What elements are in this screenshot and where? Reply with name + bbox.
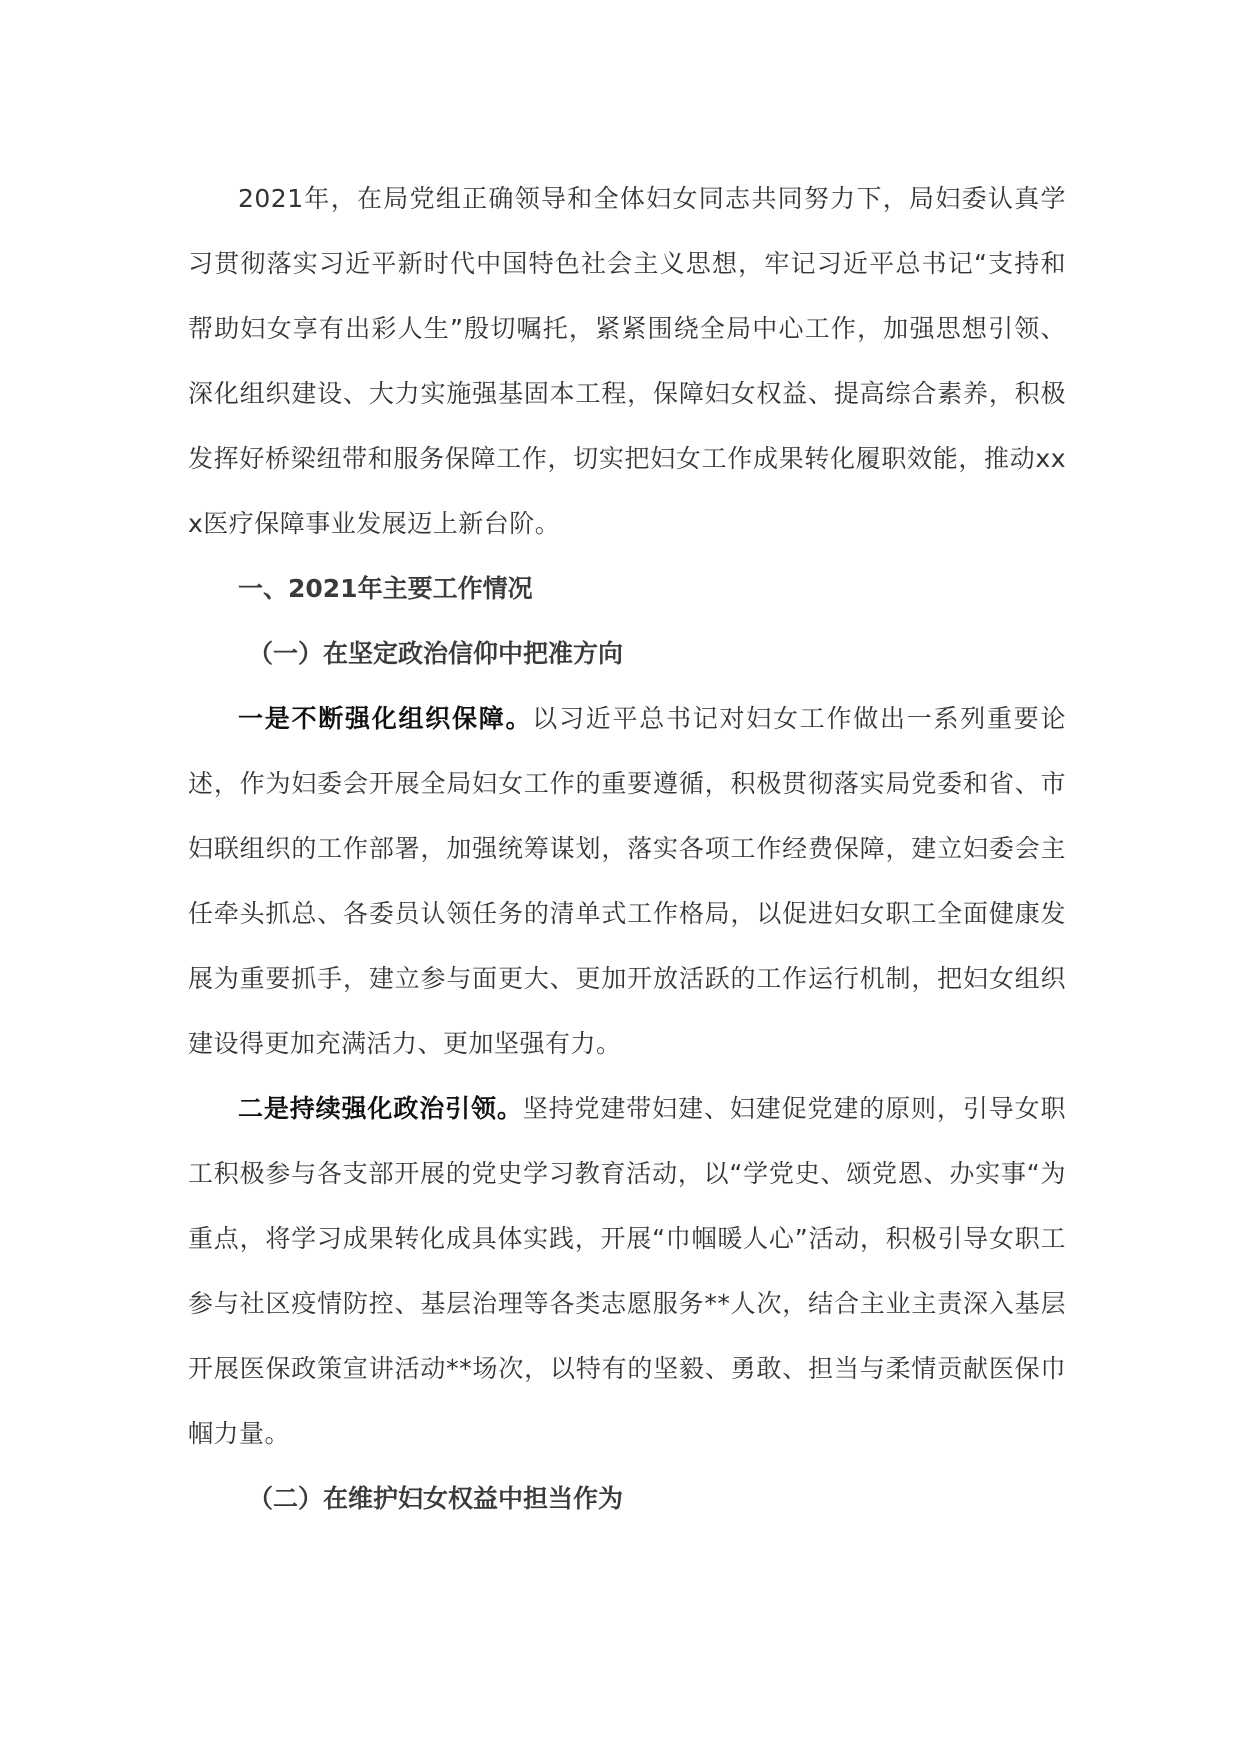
document-body (188, 166, 1066, 1531)
item-lead-2: 二是持续强化政治引领。 (238, 1094, 523, 1123)
intro-paragraph: 2021年，在局党组正确领导和全体妇女同志共同努力下，局妇委认真学习贯彻落实习近平新时代中国特色社会主义思想，牢记习近平总书记“支持和帮助妇女享有出彩人生”殷切嘱托，紧紧围绕全局中心工作，加强思想引领、深化组织建设、大力实施强基固本工程，保障妇女权益、提高综合素养，积极发挥好桥梁纽带和服务保障工作，切实把妇女工作成果转化履职效能，推动xxx医疗保障事业发展迈上新台阶。 (188, 184, 1066, 538)
section-heading-1: 一、2021年主要工作情况 (238, 574, 533, 603)
item-lead-1: 一是不断强化组织保障。 (238, 704, 533, 733)
item-body-1: 以习近平总书记对妇女工作做出一系列重要论述，作为妇委会开展全局妇女工作的重要遵循，积极贯彻落实局党委和省、市妇联组织的工作部署，加强统筹谋划，落实各项工作经费保障，建立妇委会主任牵头抓总、各委员认领任务的清单式工作格局，以促进妇女职工全面健康发展为重要抓手，建立参与面更大、更加开放活跃的工作运行机制，把妇女组织建设得更加充满活力、更加坚强有力。 (188, 704, 1066, 1058)
subsection-heading-2: （二）在维护妇女权益中担当作为 (248, 1484, 624, 1513)
item-body-2: 坚持党建带妇建、妇建促党建的原则，引导女职工积极参与各支部开展的党史学习教育活动，以“学党史、颂党恩、办实事“为重点，将学习成果转化成具体实践，开展“巾帼暖人心”活动，积极引导女职工参与社区疫情防控、基层治理等各类志愿服务**人次，结合主业主责深入基层开展医保政策宣讲活动**场次，以特有的坚毅、勇敢、担当与柔情贡献医保巾帼力量。 (188, 1094, 1066, 1448)
item-paragraph-2 (188, 1076, 1066, 1466)
item-paragraph-1 (188, 686, 1066, 1076)
subsection-heading-1: （一）在坚定政治信仰中把准方向 (248, 639, 624, 668)
